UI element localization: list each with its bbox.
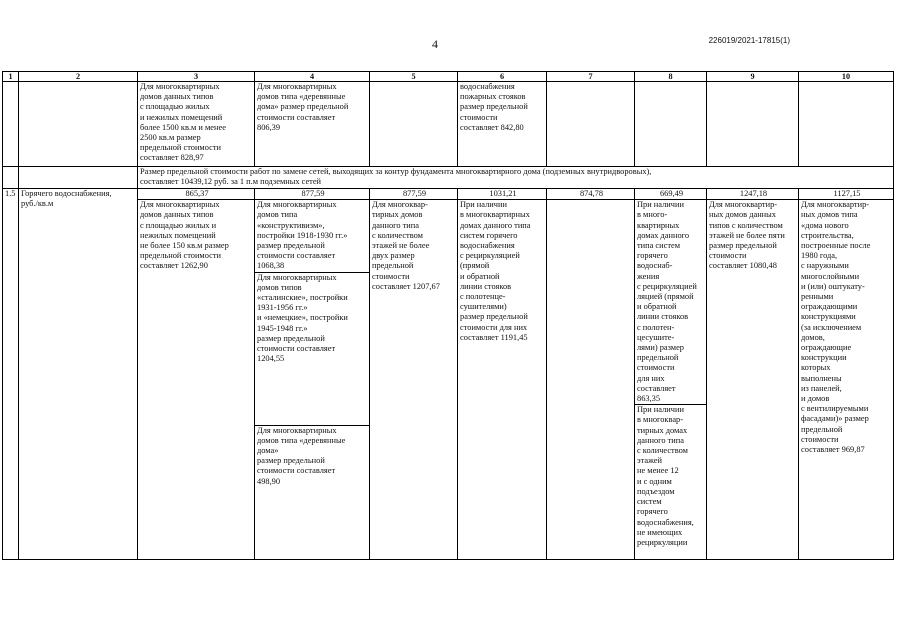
- cont-cell-6: водоснабжения пожарных стояков размер предельной стоимости составляет 842,80: [458, 82, 547, 167]
- col-10-cell: [799, 189, 894, 560]
- cell: [19, 82, 138, 167]
- value-col-8: 669,49: [635, 189, 706, 200]
- col-7-cell: [547, 189, 635, 560]
- col-num-6: 6: [458, 72, 547, 82]
- section-number: 1.5: [3, 189, 19, 560]
- cell: [799, 82, 894, 167]
- value-col-6: 1031,21: [458, 189, 546, 200]
- note-col-4-stalin: Для многоквартирных домов типов «сталинские», постройки 1931-1956 гг.» и «немецкие», постройки 1945-1948 гг.» размер предельной стоимости составляет 1204,55: [255, 273, 369, 426]
- cell: [3, 82, 19, 167]
- cell: [707, 82, 799, 167]
- network-replacement-text: Размер предельной стоимости работ по замене сетей, выходящих за контур фундамента многоквартирного дома (подземных внутридворовых), составляет 10439,12 руб. за 1 п.м подземных сетей: [138, 167, 894, 189]
- col-num-8: 8: [635, 72, 707, 82]
- col-8-cell: [635, 189, 707, 560]
- note-col-5: Для многоквар- тирных домов данного типа с количеством этажей не более двух размер предельной стоимости составляет 1207,67: [372, 200, 440, 291]
- tariff-table: [2, 71, 894, 560]
- value-col-3: 865,37: [138, 189, 254, 200]
- cell: [635, 82, 707, 167]
- note-col-3: Для многоквартирных домов данных типов с площадью жилых и нежилых помещений не более 150 кв.м размер предельной стоимости составляет 1262,90: [140, 200, 229, 271]
- cell: [19, 167, 138, 189]
- value-col-5: 877,59: [370, 189, 457, 200]
- col-num-9: 9: [707, 72, 799, 82]
- value-col-10: 1127,15: [799, 189, 893, 200]
- col-3-cell: [138, 189, 255, 560]
- col-num-10: 10: [799, 72, 894, 82]
- cell: [547, 82, 635, 167]
- note-col-4-wooden: Для многоквартирных домов типа «деревянные дома» размер предельной стоимости составляет 498,90: [257, 425, 346, 486]
- cont-cell-4: Для многоквартирных домов типа «деревянные дома» размер предельной стоимости составляет 806,39: [255, 82, 370, 167]
- col-6-cell: [458, 189, 547, 560]
- note-col-4-constructivism: Для многоквартирных домов типа «конструктивизм», постройки 1918-1930 гг.» размер предельной стоимости составляет 1068,38: [255, 200, 369, 272]
- continuation-row: [3, 82, 894, 167]
- value-col-7: 874,78: [547, 189, 634, 200]
- col-9-cell: [707, 189, 799, 560]
- value-col-4: 877,59: [255, 189, 369, 200]
- col-num-5: 5: [370, 72, 458, 82]
- col-5-cell: [370, 189, 458, 560]
- note-col-8-recirculation: При наличии в много- квартирных домах данного типа систем горячего водоснаб- жения с рециркуляцией ляцией (прямой и обратной линии стояков с полотен- цесушите- лями) размер предельной стоимости для них составляет 863,35: [635, 200, 706, 405]
- col-4-cell: [255, 189, 370, 560]
- column-number-row: [3, 72, 894, 82]
- col-num-4: 4: [255, 72, 370, 82]
- page-number: 4: [432, 37, 438, 51]
- note-col-8-twelve-floors: При наличии в многоквар- тирных домах данного типа с количеством этажей не менее 12 и с одним подъездом систем горячего водоснабжения, не имеющих рециркуляции: [637, 405, 694, 547]
- cell: [3, 167, 19, 189]
- note-col-10: Для многоквартир- ных домов типа «дома нового строительства, построенные после 1980 года, с наружными многослойными и (или) оштукату- ренными ограждающими конструкциями (за исключением домов, ограждающие конструкции которых выполнены из панелей, и домов с вентилируемыми фасадами)» размер предельной стоимости составляет 969,87: [801, 200, 871, 455]
- col-num-1: 1: [3, 72, 19, 82]
- document-number: 226019/2021-17815(1): [708, 36, 790, 45]
- section-1-5-row: [3, 189, 894, 560]
- note-col-9: Для многоквартир- ных домов данных типов с количеством этажей не более пяти размер предельной стоимости составляет 1080,48: [709, 200, 785, 271]
- note-col-6: При наличии в многоквартирных домах данного типа систем горячего водоснабжения с рециркуляцией (прямой и обратной линии стояков с полотенце- сушителями) размер предельной стоимости для них составляет 1191,45: [460, 200, 531, 342]
- section-name: Горячего водоснабжения, руб./кв.м: [19, 189, 138, 560]
- cell: [370, 82, 458, 167]
- network-replacement-row: [3, 167, 894, 189]
- col-num-7: 7: [547, 72, 635, 82]
- cont-cell-3: Для многоквартирных домов данных типов с площадью жилых и нежилых помещений более 1500 кв.м и менее 2500 кв.м размер предельной стоимости составляет 828,97: [138, 82, 255, 167]
- col-num-3: 3: [138, 72, 255, 82]
- col-num-2: 2: [19, 72, 138, 82]
- value-col-9: 1247,18: [707, 189, 798, 200]
